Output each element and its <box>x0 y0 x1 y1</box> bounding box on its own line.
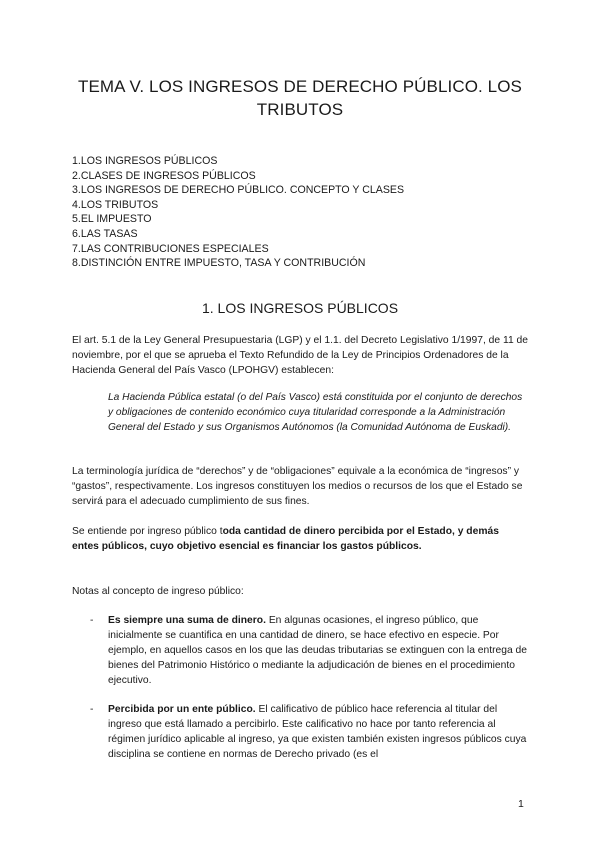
toc-item: 6.LAS TASAS <box>72 227 138 240</box>
bullet-text: En algunas ocasiones, el ingreso público, que inicialmente se cuantifica en una cantidad de dinero, se hace efectivo en especie. Por ejemplo, en aquellos casos en los que las deudas tributarias se extinguen con la entrega de bienes del Patrimonio Histórico o mediante la adjudicación de bienes en el procedimiento ejecutivo. <box>108 615 528 686</box>
page-number: 1 <box>518 798 524 810</box>
toc-item: 7.LAS CONTRIBUCIONES ESPECIALES <box>72 242 269 255</box>
toc-item: 4.LOS TRIBUTOS <box>72 198 159 211</box>
toc-item: 1.LOS INGRESOS PÚBLICOS <box>72 155 218 167</box>
legal-quote: La Hacienda Pública estatal (o del País Vasco) está constituida por el conjunto de derechos y obligaciones de contenido económico cuya titularidad corresponde a la Administración General del Estado y sus Organismos Autónomos (la Comunidad Autónoma de Euskadi). <box>108 392 523 433</box>
section-heading: 1. LOS INGRESOS PÚBLICOS <box>201 300 399 316</box>
paragraph-definition <box>72 524 528 554</box>
notes-intro: Notas al concepto de ingreso público: <box>72 586 244 597</box>
list-item <box>72 702 528 762</box>
bullet-dash: - <box>90 704 94 715</box>
bullet-bold: Es siempre una suma de dinero. <box>108 615 266 626</box>
toc-item: 5.EL IMPUESTO <box>72 213 152 226</box>
toc-item: 8.DISTINCIÓN ENTRE IMPUESTO, TASA Y CONTRIBUCIÓN <box>72 257 366 270</box>
bullet-bold: Percibida por un ente público. <box>108 704 256 715</box>
definition-bold: oda cantidad de dinero percibida por el Estado, y demás entes públicos, cuyo objetivo esencial es financiar los gastos públicos. <box>72 526 499 552</box>
paragraph-terminology: La terminología jurídica de “derechos” y de “obligaciones” equivale a la económica de “ingresos” y “gastos”, respectivamente. Los ingresos constituyen los medios o recursos de los que el Estado se servirá para el adecuado cumplimiento de sus fines. <box>72 466 523 507</box>
list-item <box>72 613 528 688</box>
definition-prefix: Se entiende por ingreso público t <box>72 526 223 537</box>
toc-item: 3.LOS INGRESOS DE DERECHO PÚBLICO. CONCEPTO Y CLASES <box>72 184 405 197</box>
paragraph-legal-basis: El art. 5.1 de la Ley General Presupuestaria (LGP) y el 1.1. del Decreto Legislativo 1/1997, de 11 de noviembre, por el que se aprueba el Texto Refundido de la Ley de Principios Ordenadores de la Hacienda General del País Vasco (LPOHGV) establecen: <box>72 335 528 376</box>
toc-item: 2.CLASES DE INGRESOS PÚBLICOS <box>72 169 256 182</box>
document-title: TEMA V. LOS INGRESOS DE DERECHO PÚBLICO. LOS TRIBUTOS <box>77 77 522 119</box>
bullet-dash: - <box>90 615 94 626</box>
table-of-contents <box>72 154 404 271</box>
bullet-text: El calificativo de público hace referencia al titular del ingreso que está llamado a percibirlo. Este calificativo no hace por tanto referencia al régimen jurídico aplicable al ingreso, ya que existen también existen ingresos públicos cuya disciplina se contiene en normas de Derecho privado (es el <box>108 704 527 760</box>
